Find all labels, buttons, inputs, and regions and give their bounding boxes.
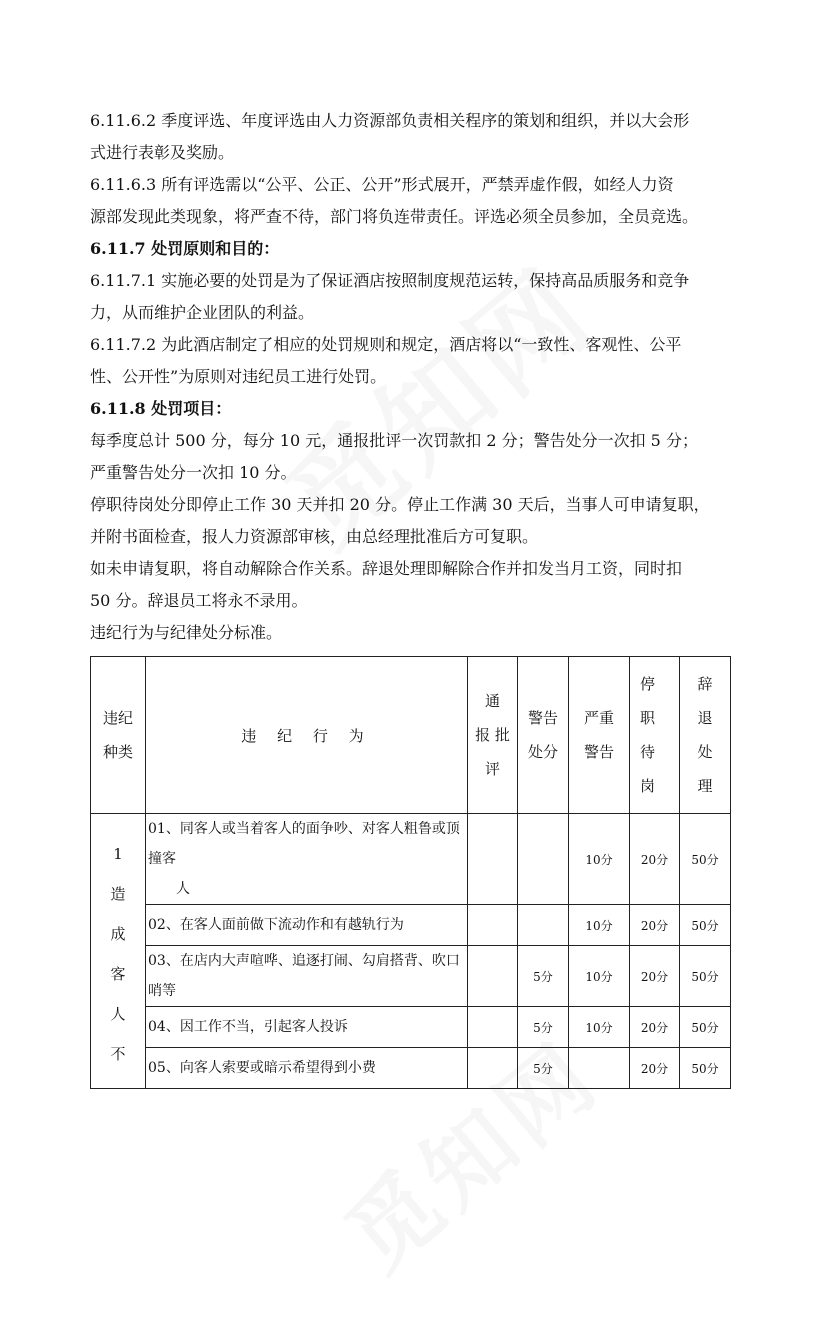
paragraph: 性、公开性”为原则对违纪员工进行处罚。 bbox=[90, 367, 387, 386]
table-row bbox=[91, 905, 731, 946]
dismissal-cell: 50分 bbox=[680, 1007, 731, 1048]
serious-warning-cell: 10分 bbox=[569, 905, 630, 946]
header-text: 理 bbox=[697, 777, 713, 795]
penalty-table bbox=[90, 656, 731, 1089]
header-text: 处 bbox=[697, 743, 713, 761]
section-heading: 6.11.7 处罚原则和目的： bbox=[90, 239, 280, 258]
category-char: 人 bbox=[110, 1005, 126, 1023]
serious-warning-cell: 10分 bbox=[569, 1007, 630, 1048]
paragraph: 6.11.6.2 季度评选、年度评选由人力资源部负责相关程序的策划和组织，并以大会形 bbox=[90, 111, 690, 130]
header-text: 评 bbox=[484, 760, 500, 778]
serious-warning-cell: 10分 bbox=[569, 814, 630, 905]
header-text: 辞 bbox=[697, 675, 713, 693]
header-suspension bbox=[630, 657, 680, 814]
header-text: 处分 bbox=[527, 743, 558, 761]
category-char: 1 bbox=[113, 845, 123, 863]
suspension-cell: 20分 bbox=[630, 814, 680, 905]
dismissal-cell: 50分 bbox=[680, 1048, 731, 1089]
dismissal-cell: 50分 bbox=[680, 814, 731, 905]
body-text bbox=[90, 105, 740, 649]
category-char: 客 bbox=[110, 965, 126, 983]
paragraph: 违纪行为与纪律处分标准。 bbox=[90, 623, 283, 642]
paragraph: 每季度总计 500 分，每分 10 元，通报批评一次罚款扣 2 分；警告处分一次扣 5 分； bbox=[90, 431, 698, 450]
warning-cell bbox=[518, 905, 569, 946]
table-row bbox=[91, 1007, 731, 1048]
paragraph: 式进行表彰及奖励。 bbox=[90, 143, 235, 162]
warning-cell: 5分 bbox=[518, 1048, 569, 1089]
violation-text: 01、同客人或当着客人的面争吵、对客人粗鲁或顶撞客 bbox=[148, 821, 460, 867]
warning-cell: 5分 bbox=[518, 1007, 569, 1048]
paragraph: 如未申请复职，将自动解除合作关系。辞退处理即解除合作并扣发当月工资，同时扣 bbox=[90, 559, 683, 578]
violation-cell: 05、向客人索要或暗示希望得到小费 bbox=[146, 1048, 468, 1089]
category-char: 造 bbox=[110, 885, 126, 903]
notice-cell bbox=[468, 1048, 518, 1089]
table-header-row bbox=[91, 657, 731, 814]
header-warning bbox=[518, 657, 569, 814]
serious-warning-cell: 10分 bbox=[569, 946, 630, 1007]
dismissal-cell: 50分 bbox=[680, 946, 731, 1007]
warning-cell bbox=[518, 814, 569, 905]
paragraph: 停职待岗处分即停止工作 30 天并扣 20 分。停止工作满 30 天后，当事人可申请复职， bbox=[90, 495, 710, 514]
violation-cell bbox=[146, 814, 468, 905]
violation-cell: 03、在店内大声喧哗、追逐打闹、勾肩搭背、吹口哨等 bbox=[146, 946, 468, 1007]
paragraph: 6.11.7.2 为此酒店制定了相应的处罚规则和规定，酒店将以“一致性、客观性、公平 bbox=[90, 335, 682, 354]
header-text: 停 bbox=[640, 675, 656, 693]
paragraph: 并附书面检查，报人力资源部审核，由总经理批准后方可复职。 bbox=[90, 527, 539, 546]
suspension-cell: 20分 bbox=[630, 905, 680, 946]
paragraph: 源部发现此类现象，将严查不待，部门将负连带责任。评选必须全员参加，全员竞选。 bbox=[90, 207, 699, 226]
header-text: 退 bbox=[697, 709, 713, 727]
dismissal-cell: 50分 bbox=[680, 905, 731, 946]
paragraph: 力，从而维护企业团队的利益。 bbox=[90, 303, 315, 322]
suspension-cell: 20分 bbox=[630, 1048, 680, 1089]
header-text: 违纪 bbox=[102, 709, 133, 727]
header-dismissal bbox=[680, 657, 731, 814]
header-text: 警告 bbox=[527, 709, 558, 727]
paragraph: 50 分。辞退员工将永不录用。 bbox=[90, 591, 308, 610]
paragraph: 6.11.7.1 实施必要的处罚是为了保证酒店按照制度规范运转，保持高品质服务和竞争 bbox=[90, 271, 690, 290]
header-text: 岗 bbox=[640, 777, 656, 795]
notice-cell bbox=[468, 946, 518, 1007]
paragraph: 严重警告处分一次扣 10 分。 bbox=[90, 463, 297, 482]
paragraph: 6.11.6.3 所有评选需以“公平、公正、公开”形式展开，严禁弄虚作假，如经人力资 bbox=[90, 175, 674, 194]
category-cell bbox=[91, 814, 146, 1089]
header-text: 报 批 bbox=[475, 726, 510, 744]
header-serious-warning bbox=[569, 657, 630, 814]
suspension-cell: 20分 bbox=[630, 1007, 680, 1048]
header-text: 种类 bbox=[102, 743, 133, 761]
category-char: 成 bbox=[110, 925, 126, 943]
table-row bbox=[91, 1048, 731, 1089]
header-category bbox=[91, 657, 146, 814]
header-text: 职 bbox=[640, 709, 656, 727]
violation-text: 人 bbox=[176, 881, 190, 897]
notice-cell bbox=[468, 814, 518, 905]
notice-cell bbox=[468, 1007, 518, 1048]
table-row bbox=[91, 814, 731, 905]
header-notice bbox=[468, 657, 518, 814]
category-char: 不 bbox=[110, 1045, 126, 1063]
header-text: 通 bbox=[484, 692, 500, 710]
violation-cell: 02、在客人面前做下流动作和有越轨行为 bbox=[146, 905, 468, 946]
table-row bbox=[91, 946, 731, 1007]
header-text: 警告 bbox=[583, 743, 614, 761]
section-heading: 6.11.8 处罚项目： bbox=[90, 399, 232, 418]
header-text: 待 bbox=[640, 743, 656, 761]
suspension-cell: 20分 bbox=[630, 946, 680, 1007]
serious-warning-cell bbox=[569, 1048, 630, 1089]
warning-cell: 5分 bbox=[518, 946, 569, 1007]
header-action bbox=[146, 657, 468, 814]
violation-cell: 04、因工作不当，引起客人投诉 bbox=[146, 1007, 468, 1048]
header-text: 违 纪 行 为 bbox=[241, 726, 372, 745]
notice-cell bbox=[468, 905, 518, 946]
header-text: 严重 bbox=[583, 709, 614, 727]
